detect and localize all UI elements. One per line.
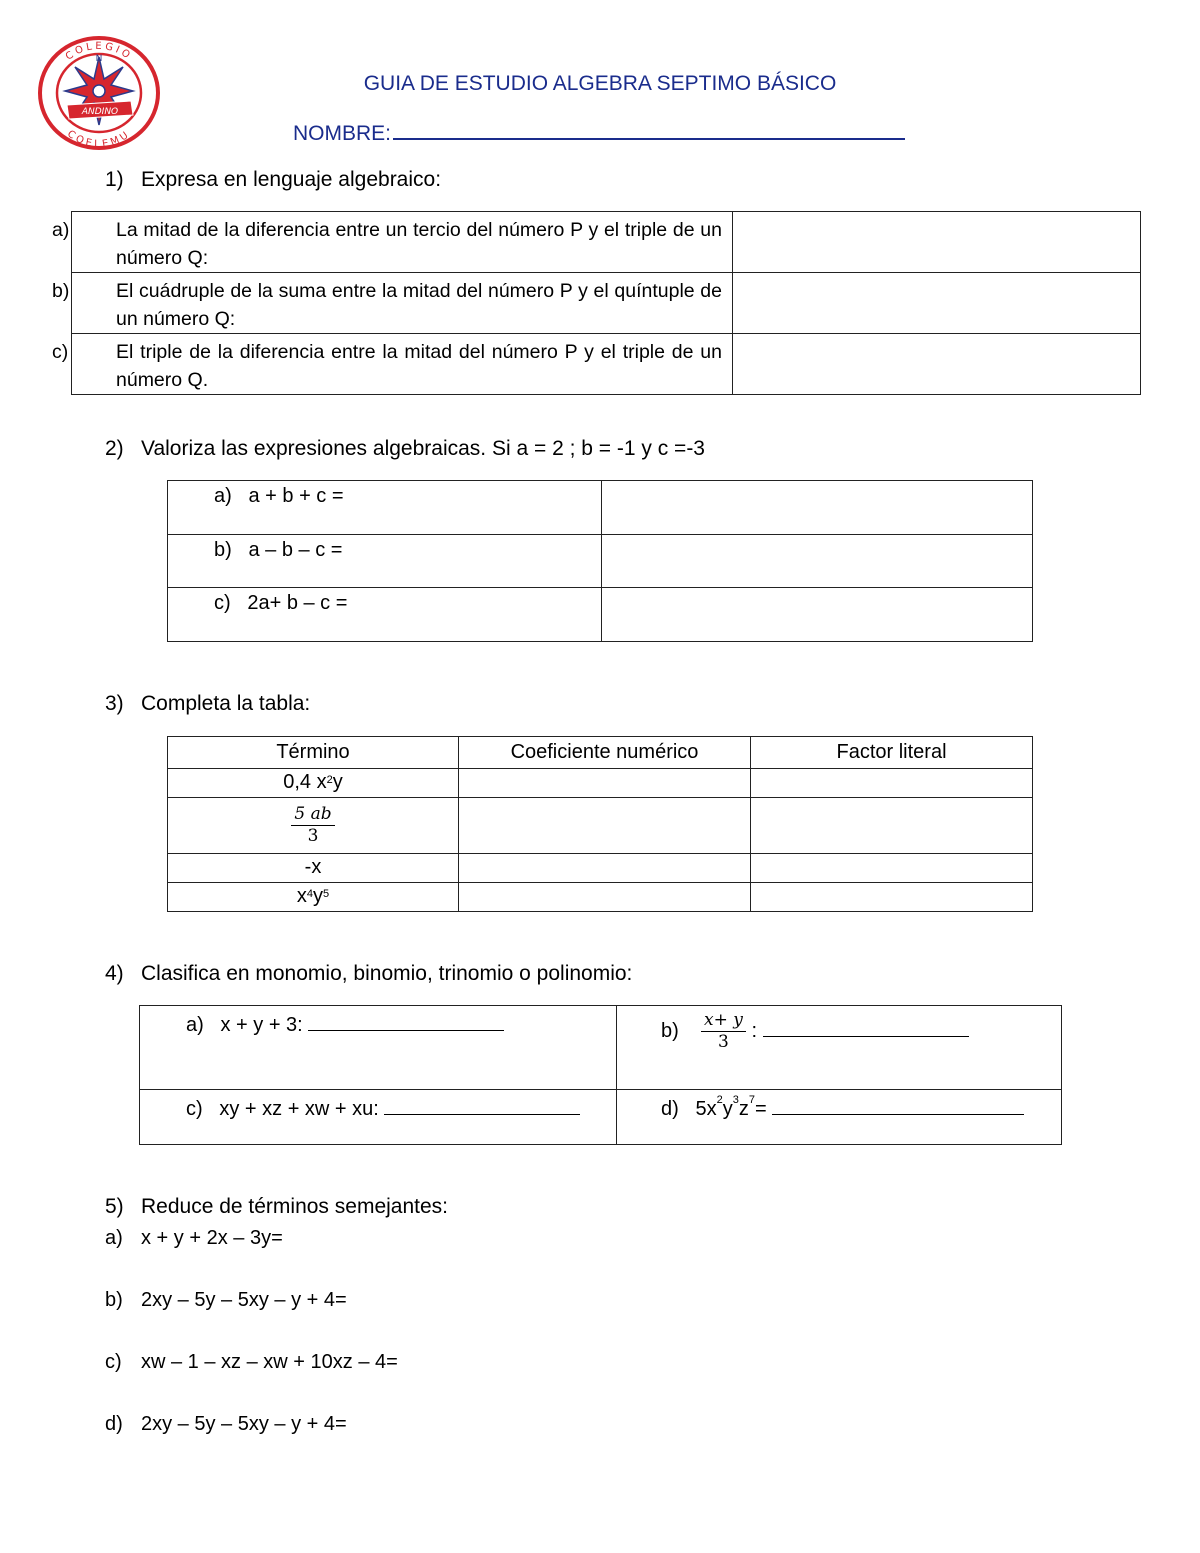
q3-factor-4[interactable] (751, 883, 1033, 912)
q2-table (167, 480, 1033, 642)
q1-answer-c[interactable] (733, 334, 1141, 395)
table-row (72, 273, 1141, 334)
nombre-blank[interactable] (393, 118, 905, 140)
q5-item-b: b) 2xy – 5y – 5xy – y + 4= (105, 1289, 347, 1311)
table-row (72, 212, 1141, 273)
q3-factor-1[interactable] (751, 769, 1033, 798)
fraction: $\frac{5 ab}{3}$ (291, 804, 334, 847)
q3-factor-2[interactable] (751, 798, 1033, 854)
q3-heading: 3) Completa la tabla: (105, 692, 311, 715)
table-row (168, 883, 1033, 912)
q5-item-d: d) 2xy – 5y – 5xy – y + 4= (105, 1413, 347, 1435)
nombre-label: NOMBRE: (293, 122, 392, 145)
table-row (140, 1006, 1062, 1090)
q4-item-c: c) xy + xz + xw + xu: (140, 1090, 617, 1145)
q3-term-4: $x^4y^5$ (168, 883, 459, 912)
q3-coef-1[interactable] (459, 769, 751, 798)
q1-item-b: b) El cuádruple de la suma entre la mitad del número P y el quíntuple de un número Q: (72, 273, 733, 334)
q3-header-termino: Término (168, 737, 459, 769)
q3-term-2 (168, 798, 459, 854)
table-row (168, 769, 1033, 798)
q4-item-b: b) $\frac{x+ y}{3}$ : (617, 1006, 1062, 1090)
q4-item-a: a) x + y + 3: (140, 1006, 617, 1090)
q1-answer-b[interactable] (733, 273, 1141, 334)
q1-heading: 1) Expresa en lenguaje algebraico: (105, 168, 442, 191)
q4-item-d: d) $5x^2y^3z^7=$ (617, 1090, 1062, 1145)
q4-answer-d[interactable] (772, 1096, 1024, 1115)
q2-item-a: a) a + b + c = (168, 481, 602, 535)
q1-item-c: c) El triple de la diferencia entre la mitad del número P y el triple de un número Q. (72, 334, 733, 395)
table-row (72, 334, 1141, 395)
q5-item-a: a) x + y + 2x – 3y= (105, 1227, 283, 1249)
q4-table (139, 1005, 1062, 1145)
q3-term-1: 0,4 $x^2y$ (168, 769, 459, 798)
logo-top-text: COLEGIO (63, 40, 135, 63)
page-title: GUIA DE ESTUDIO ALGEBRA SEPTIMO BÁSICO (363, 72, 837, 95)
table-row (168, 481, 1033, 535)
q5-item-c: c) xw – 1 – xz – xw + 10xz – 4= (105, 1351, 398, 1373)
q3-factor-3[interactable] (751, 854, 1033, 883)
q2-heading: 2) Valoriza las expresiones algebraicas. Si a = 2 ; b = -1 y c =-3 (105, 437, 705, 460)
table-row (168, 588, 1033, 642)
q3-term-3: -x (168, 854, 459, 883)
q4-answer-b[interactable] (763, 1018, 969, 1037)
logo-ribbon-text: ANDINO (81, 107, 119, 117)
q1-item-a: a) La mitad de la diferencia entre un tercio del número P y el triple de un número Q: (72, 212, 733, 273)
table-row (168, 535, 1033, 588)
q3-coef-4[interactable] (459, 883, 751, 912)
q4-answer-c[interactable] (384, 1096, 580, 1115)
q2-answer-a[interactable] (602, 481, 1033, 535)
table-header-row (168, 737, 1033, 769)
q2-answer-c[interactable] (602, 588, 1033, 642)
q3-coef-3[interactable] (459, 854, 751, 883)
q3-header-coeficiente: Coeficiente numérico (459, 737, 751, 769)
q5-heading: 5) Reduce de términos semejantes: (105, 1195, 448, 1218)
q3-table (167, 736, 1033, 912)
table-row (168, 854, 1033, 883)
q2-item-c: c) 2a+ b – c = (168, 588, 602, 642)
q2-item-b: b) a – b – c = (168, 535, 602, 588)
q3-coef-2[interactable] (459, 798, 751, 854)
q4-heading: 4) Clasifica en monomio, binomio, trinomio o polinomio: (105, 962, 633, 985)
logo-bottom-text: COELEMU (65, 128, 133, 151)
nombre-field[interactable] (293, 118, 905, 146)
table-row (168, 798, 1033, 854)
q4-answer-a[interactable] (308, 1012, 504, 1031)
fraction: $\frac{x+ y}{3}$ (701, 1010, 746, 1053)
q3-header-factor: Factor literal (751, 737, 1033, 769)
table-row (140, 1090, 1062, 1145)
q2-answer-b[interactable] (602, 535, 1033, 588)
q1-table (52, 211, 1141, 395)
compass-letter: N (95, 54, 103, 64)
q1-answer-a[interactable] (733, 212, 1141, 273)
